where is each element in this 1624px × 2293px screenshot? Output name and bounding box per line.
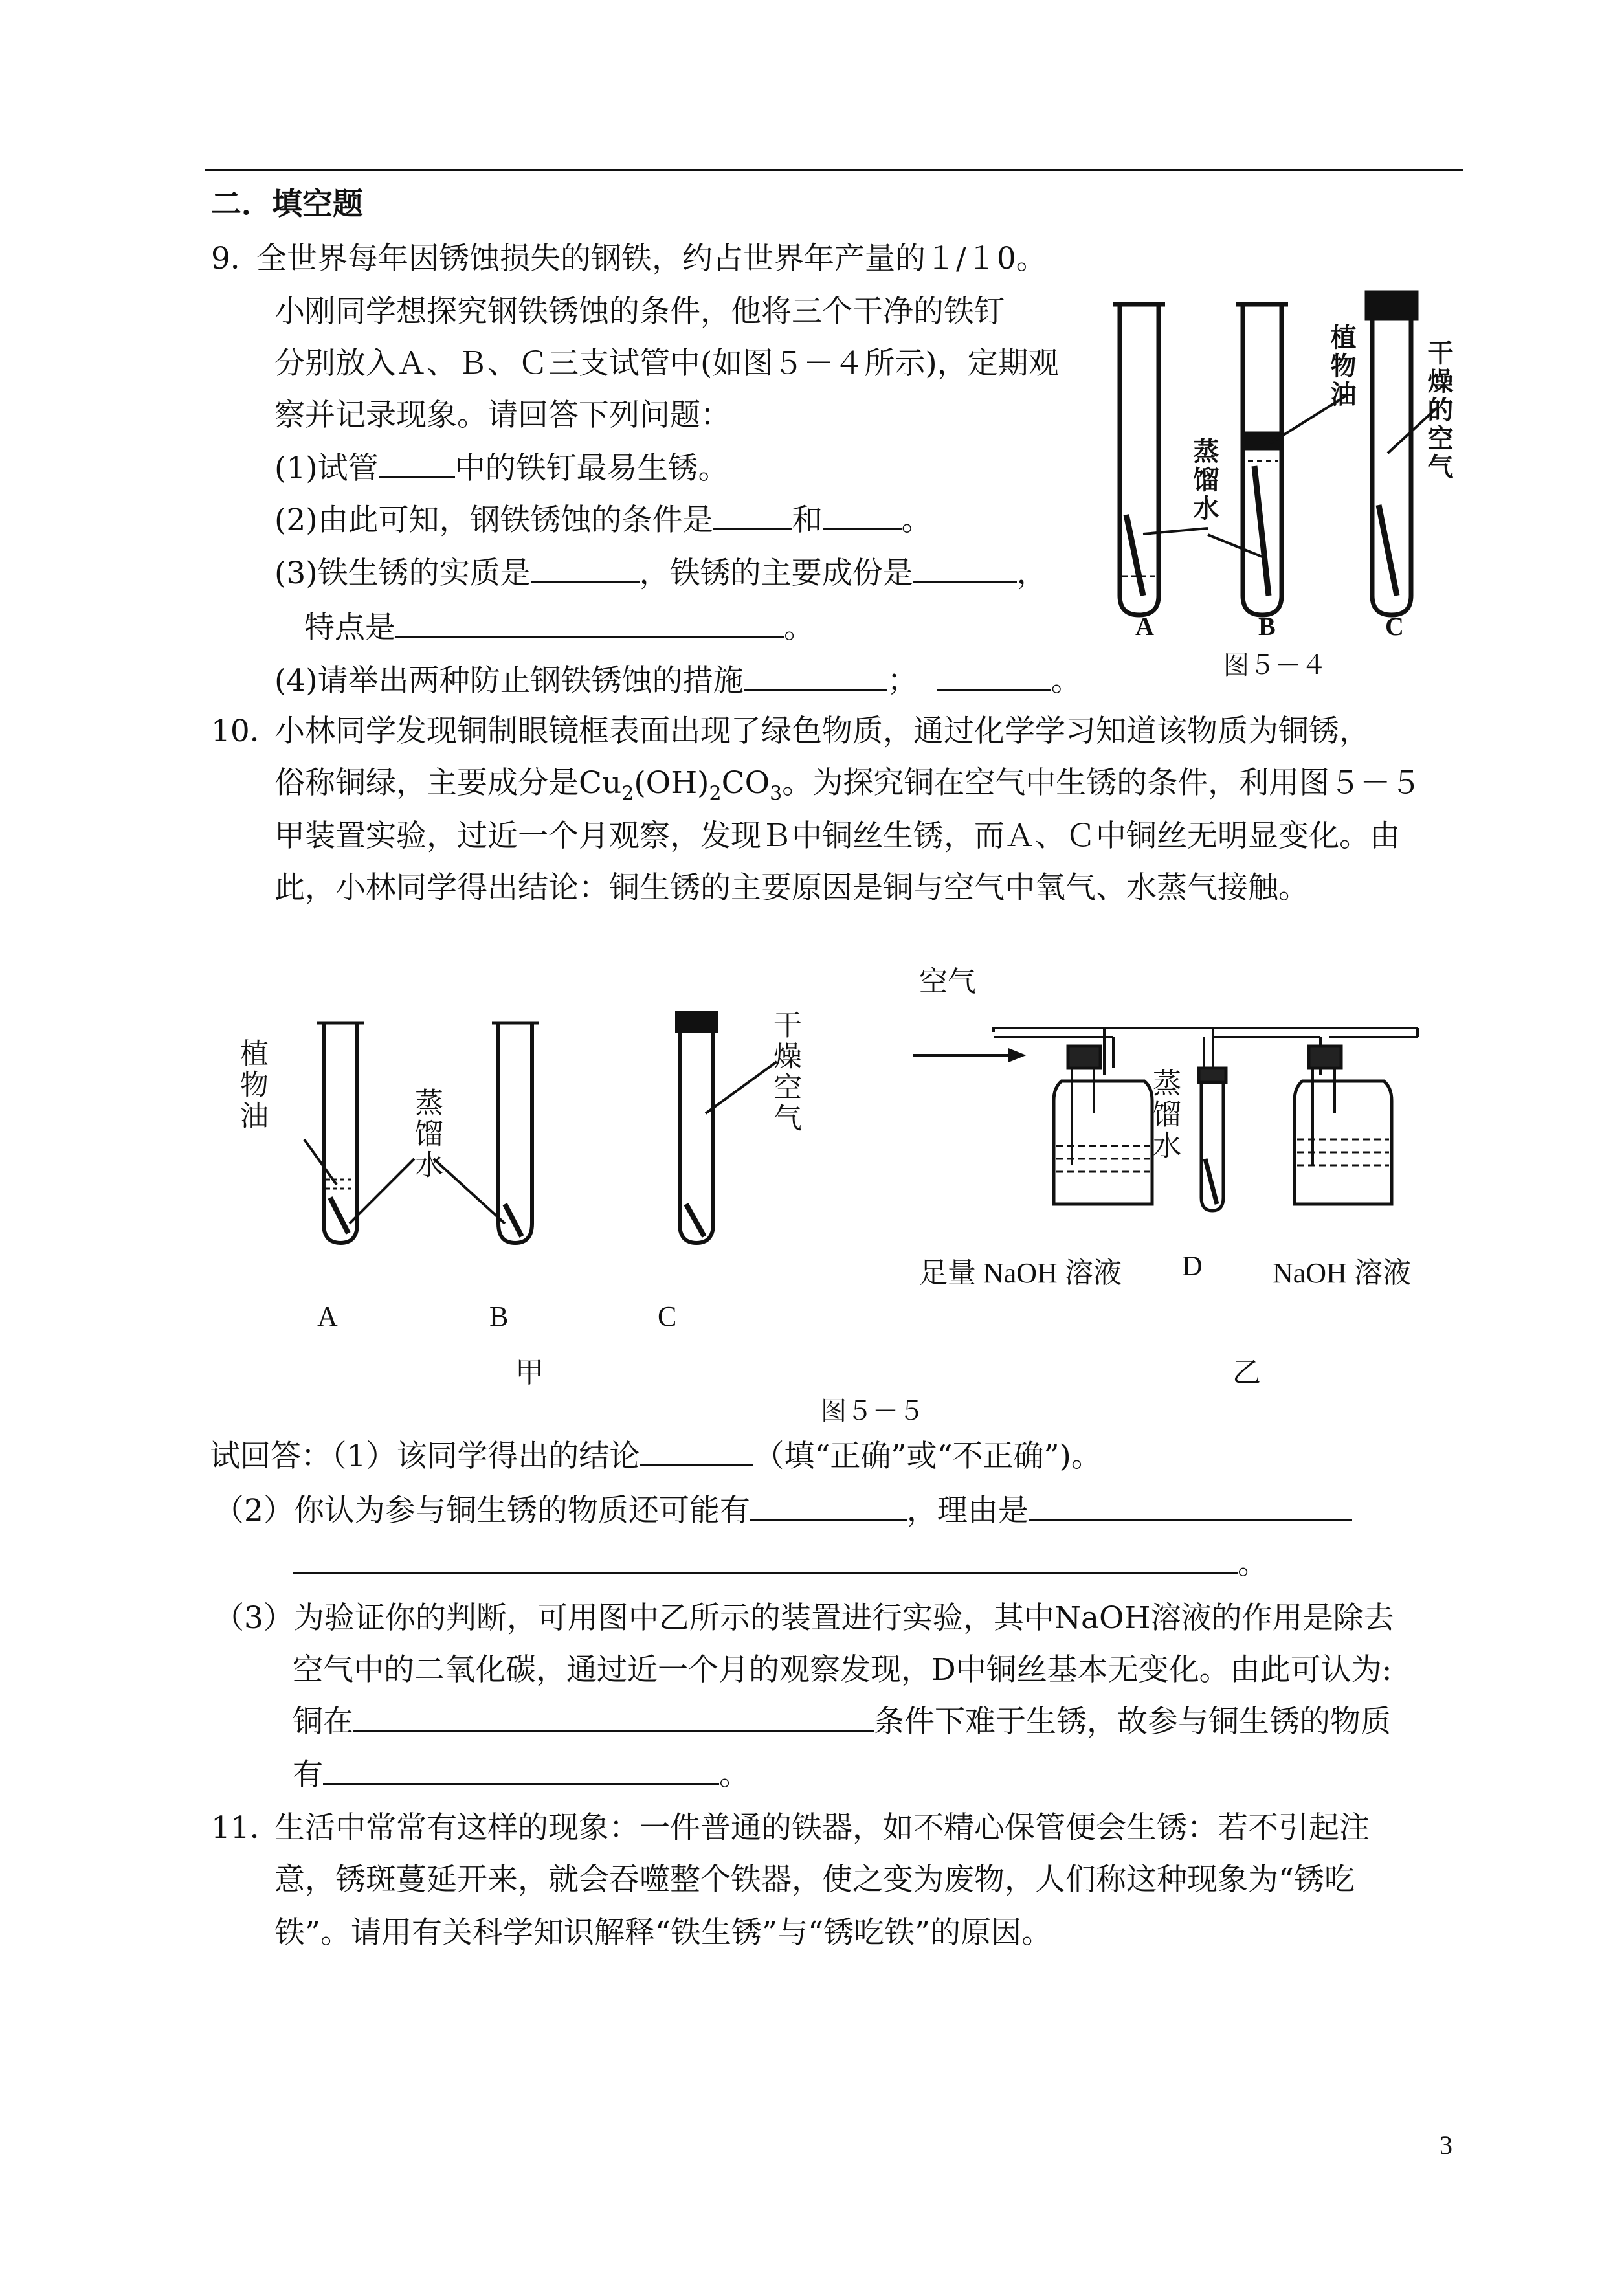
fig54-label-a: A xyxy=(1135,612,1154,641)
fig55-label-a: A xyxy=(317,1301,338,1332)
q9-p1-text2: 中的铁钉最易生锈。 xyxy=(454,451,729,486)
fig55-water-d-label: 蒸馏水 xyxy=(1148,1068,1180,1161)
q9-p4-sep: ； xyxy=(887,663,918,699)
q10-line2-a: 俗称铜绿，主要成分是Cu xyxy=(274,765,622,801)
fig55-air-label: 空气 xyxy=(919,966,976,998)
q9-line2: 小刚同学想探究钢铁锈蚀的条件，他将三个干净的铁钉 xyxy=(274,294,1005,330)
q10-answer3-line1: （3）为验证你的判断，可用图中乙所示的装置进行实验，其中NaOH溶液的作用是除去 xyxy=(214,1600,1394,1636)
fig54-plant-oil-label: 植物油 xyxy=(1327,324,1356,409)
fig55-plant-oil-label: 植物油 xyxy=(236,1038,267,1132)
q10-a2-text: （2）你认为参与铜生锈的物质还可能有 xyxy=(214,1493,750,1528)
q9-line4: 察并记录现象。请回答下列问题： xyxy=(274,397,731,433)
q9-p4-end: 。 xyxy=(1051,663,1082,699)
q10-a1-text: 试回答：（1）该同学得出的结论 xyxy=(210,1438,640,1474)
q10-a3-text3: 有 xyxy=(293,1757,323,1793)
q10-line2-b: (OH) xyxy=(634,765,709,801)
q10-answer3-line2: 空气中的二氧化碳，通过近一个月的观察发现，D中铜丝基本无变化。由此可认为: xyxy=(293,1652,1392,1688)
q10-a2-reason-label: ，理由是 xyxy=(906,1493,1029,1528)
naoh-bottle-right xyxy=(1295,1046,1392,1204)
q10-number: 10． xyxy=(211,713,280,749)
q9-p3-text2: ，铁锈的主要成份是 xyxy=(639,555,913,591)
q9-p3-feature-label: 特点是 xyxy=(304,610,395,645)
q10-answer2-cont xyxy=(293,1545,1268,1583)
q9-p3-comma: ， xyxy=(1016,555,1047,591)
q10-answer1 xyxy=(210,1437,1102,1476)
q9-line3: 分别放入Ａ、Ｂ、Ｃ三支试管中(如图５－４所示)，定期观 xyxy=(274,346,1059,381)
q10-a2-blank2[interactable] xyxy=(1029,1493,1352,1521)
q9-line1: 全世界每年因锈蚀损失的钢铁，约占世界年产量的１/１0。 xyxy=(256,241,1047,276)
q10-line4: 此，小林同学得出结论：铜生锈的主要原因是铜与空气中氧气、水蒸气接触。 xyxy=(274,870,1309,906)
tube-a-jia xyxy=(317,1023,364,1243)
q9-number: 9． xyxy=(211,241,261,276)
q10-line2-d: 。为探究铜在空气中生锈的条件，利用图５－５ xyxy=(782,765,1421,801)
q11-line1: 生活中常常有这样的现象：一件普通的铁器，如不精心保管便会生锈：若不引起注 xyxy=(274,1810,1370,1846)
q9-part3 xyxy=(274,554,1047,593)
fig54-label-b: B xyxy=(1258,612,1276,641)
fig55-label-c: C xyxy=(658,1301,677,1332)
fig54-dry-air-label: 干燥的空气 xyxy=(1424,339,1453,482)
q9-p3-end: 。 xyxy=(784,610,814,645)
q10-a3-blank2[interactable] xyxy=(323,1757,719,1785)
q9-p2-end: 。 xyxy=(901,502,932,538)
q9-p2-and: 和 xyxy=(792,502,823,538)
q9-part4 xyxy=(274,662,1082,700)
fig55-caption: 图５－５ xyxy=(821,1396,924,1426)
q11-line2: 意，锈斑蔓延开来，就会吞噬整个铁器，使之变为废物，人们称这种现象为“锈吃 xyxy=(274,1862,1355,1897)
air-inlet-arrow xyxy=(913,1050,1023,1060)
q9-p4-text: (4)请举出两种防止钢铁锈蚀的措施 xyxy=(274,663,744,699)
q9-p2-text: (2)由此可知，钢铁锈蚀的条件是 xyxy=(274,502,713,538)
fig55-water-label: 蒸馏水 xyxy=(410,1088,442,1181)
q9-p4-blank1[interactable] xyxy=(744,663,887,691)
q9-p2-blank2[interactable] xyxy=(823,502,902,530)
fig54-label-c: C xyxy=(1385,612,1404,641)
q10-a3-end: 。 xyxy=(719,1757,750,1793)
figure-5-5-jia xyxy=(311,1010,764,1256)
q10-a2-blank1[interactable] xyxy=(750,1493,907,1521)
q9-part2 xyxy=(274,501,932,540)
q10-sub-1: 2 xyxy=(621,782,634,805)
q11-number: 11． xyxy=(211,1810,280,1846)
q10-line2 xyxy=(274,764,1421,813)
q10-a3-blank1[interactable] xyxy=(353,1704,874,1732)
q9-p1-text: (1)试管 xyxy=(274,451,379,486)
q10-a2-blank3[interactable] xyxy=(293,1546,1238,1574)
fig55-yi-label: 乙 xyxy=(1232,1357,1261,1389)
fig54-caption: 图５－４ xyxy=(1223,651,1327,680)
q10-answer2 xyxy=(214,1492,1352,1530)
q10-answer3-line4 xyxy=(293,1756,750,1795)
q9-part1 xyxy=(274,449,729,488)
q10-a3-text: 铜在 xyxy=(293,1704,353,1739)
fig55-naoh-left-label: 足量 NaOH 溶液 xyxy=(919,1257,1122,1289)
fig55-dry-air-label: 干燥空气 xyxy=(769,1010,801,1134)
tube-d xyxy=(1199,1068,1226,1211)
q10-a3-text2: 条件下难于生锈，故参与铜生锈的物质 xyxy=(874,1704,1391,1739)
figure-5-4-tubes xyxy=(1100,291,1463,628)
tube-c xyxy=(1367,293,1416,615)
q9-part3-feature xyxy=(304,609,814,647)
q10-a1-hint: （填“正确”或“不正确”)。 xyxy=(753,1438,1102,1474)
q10-sub-2: 2 xyxy=(709,782,722,805)
q10-a2-end: 。 xyxy=(1238,1546,1268,1582)
q11-line3: 铁”。请用有关科学知识解释“铁生锈”与“锈吃铁”的原因。 xyxy=(274,1915,1052,1951)
figure-5-5-yi xyxy=(906,1010,1476,1217)
fig54-water-label: 蒸馏水 xyxy=(1190,438,1219,523)
q9-p3-blank2[interactable] xyxy=(913,555,1017,583)
q9-p4-blank2[interactable] xyxy=(937,663,1051,691)
q9-p3-text: (3)铁生锈的实质是 xyxy=(274,555,531,591)
q9-p3-blank1[interactable] xyxy=(531,555,640,583)
q9-p3-blank3[interactable] xyxy=(395,610,784,638)
tube-b xyxy=(1236,304,1288,615)
q10-line3: 甲装置实验，过近一个月观察，发现Ｂ中铜丝生锈，而Ａ、Ｃ中铜丝无明显变化。由 xyxy=(274,818,1400,854)
tube-c-jia xyxy=(677,1012,716,1243)
tube-b-jia xyxy=(492,1023,539,1243)
tube-a xyxy=(1113,304,1165,615)
q9-p2-blank1[interactable] xyxy=(713,502,792,530)
fig55-label-d: D xyxy=(1182,1250,1203,1282)
section-title: 二．填空题 xyxy=(211,186,363,222)
q10-sub-3: 3 xyxy=(770,782,783,805)
fig55-jia-label: 甲 xyxy=(515,1357,544,1389)
page-number: 3 xyxy=(1440,2131,1452,2160)
top-rule xyxy=(205,169,1463,171)
q10-answer3-line3 xyxy=(293,1703,1391,1741)
q10-line2-c: CO xyxy=(721,765,770,801)
q10-line1: 小林同学发现铜制眼镜框表面出现了绿色物质，通过化学学习知道该物质为铜锈， xyxy=(274,713,1370,749)
q9-p1-blank[interactable] xyxy=(379,451,455,478)
fig55-label-b: B xyxy=(489,1301,509,1332)
fig55-naoh-right-label: NaOH 溶液 xyxy=(1273,1257,1411,1289)
q10-a1-blank[interactable] xyxy=(640,1438,753,1466)
